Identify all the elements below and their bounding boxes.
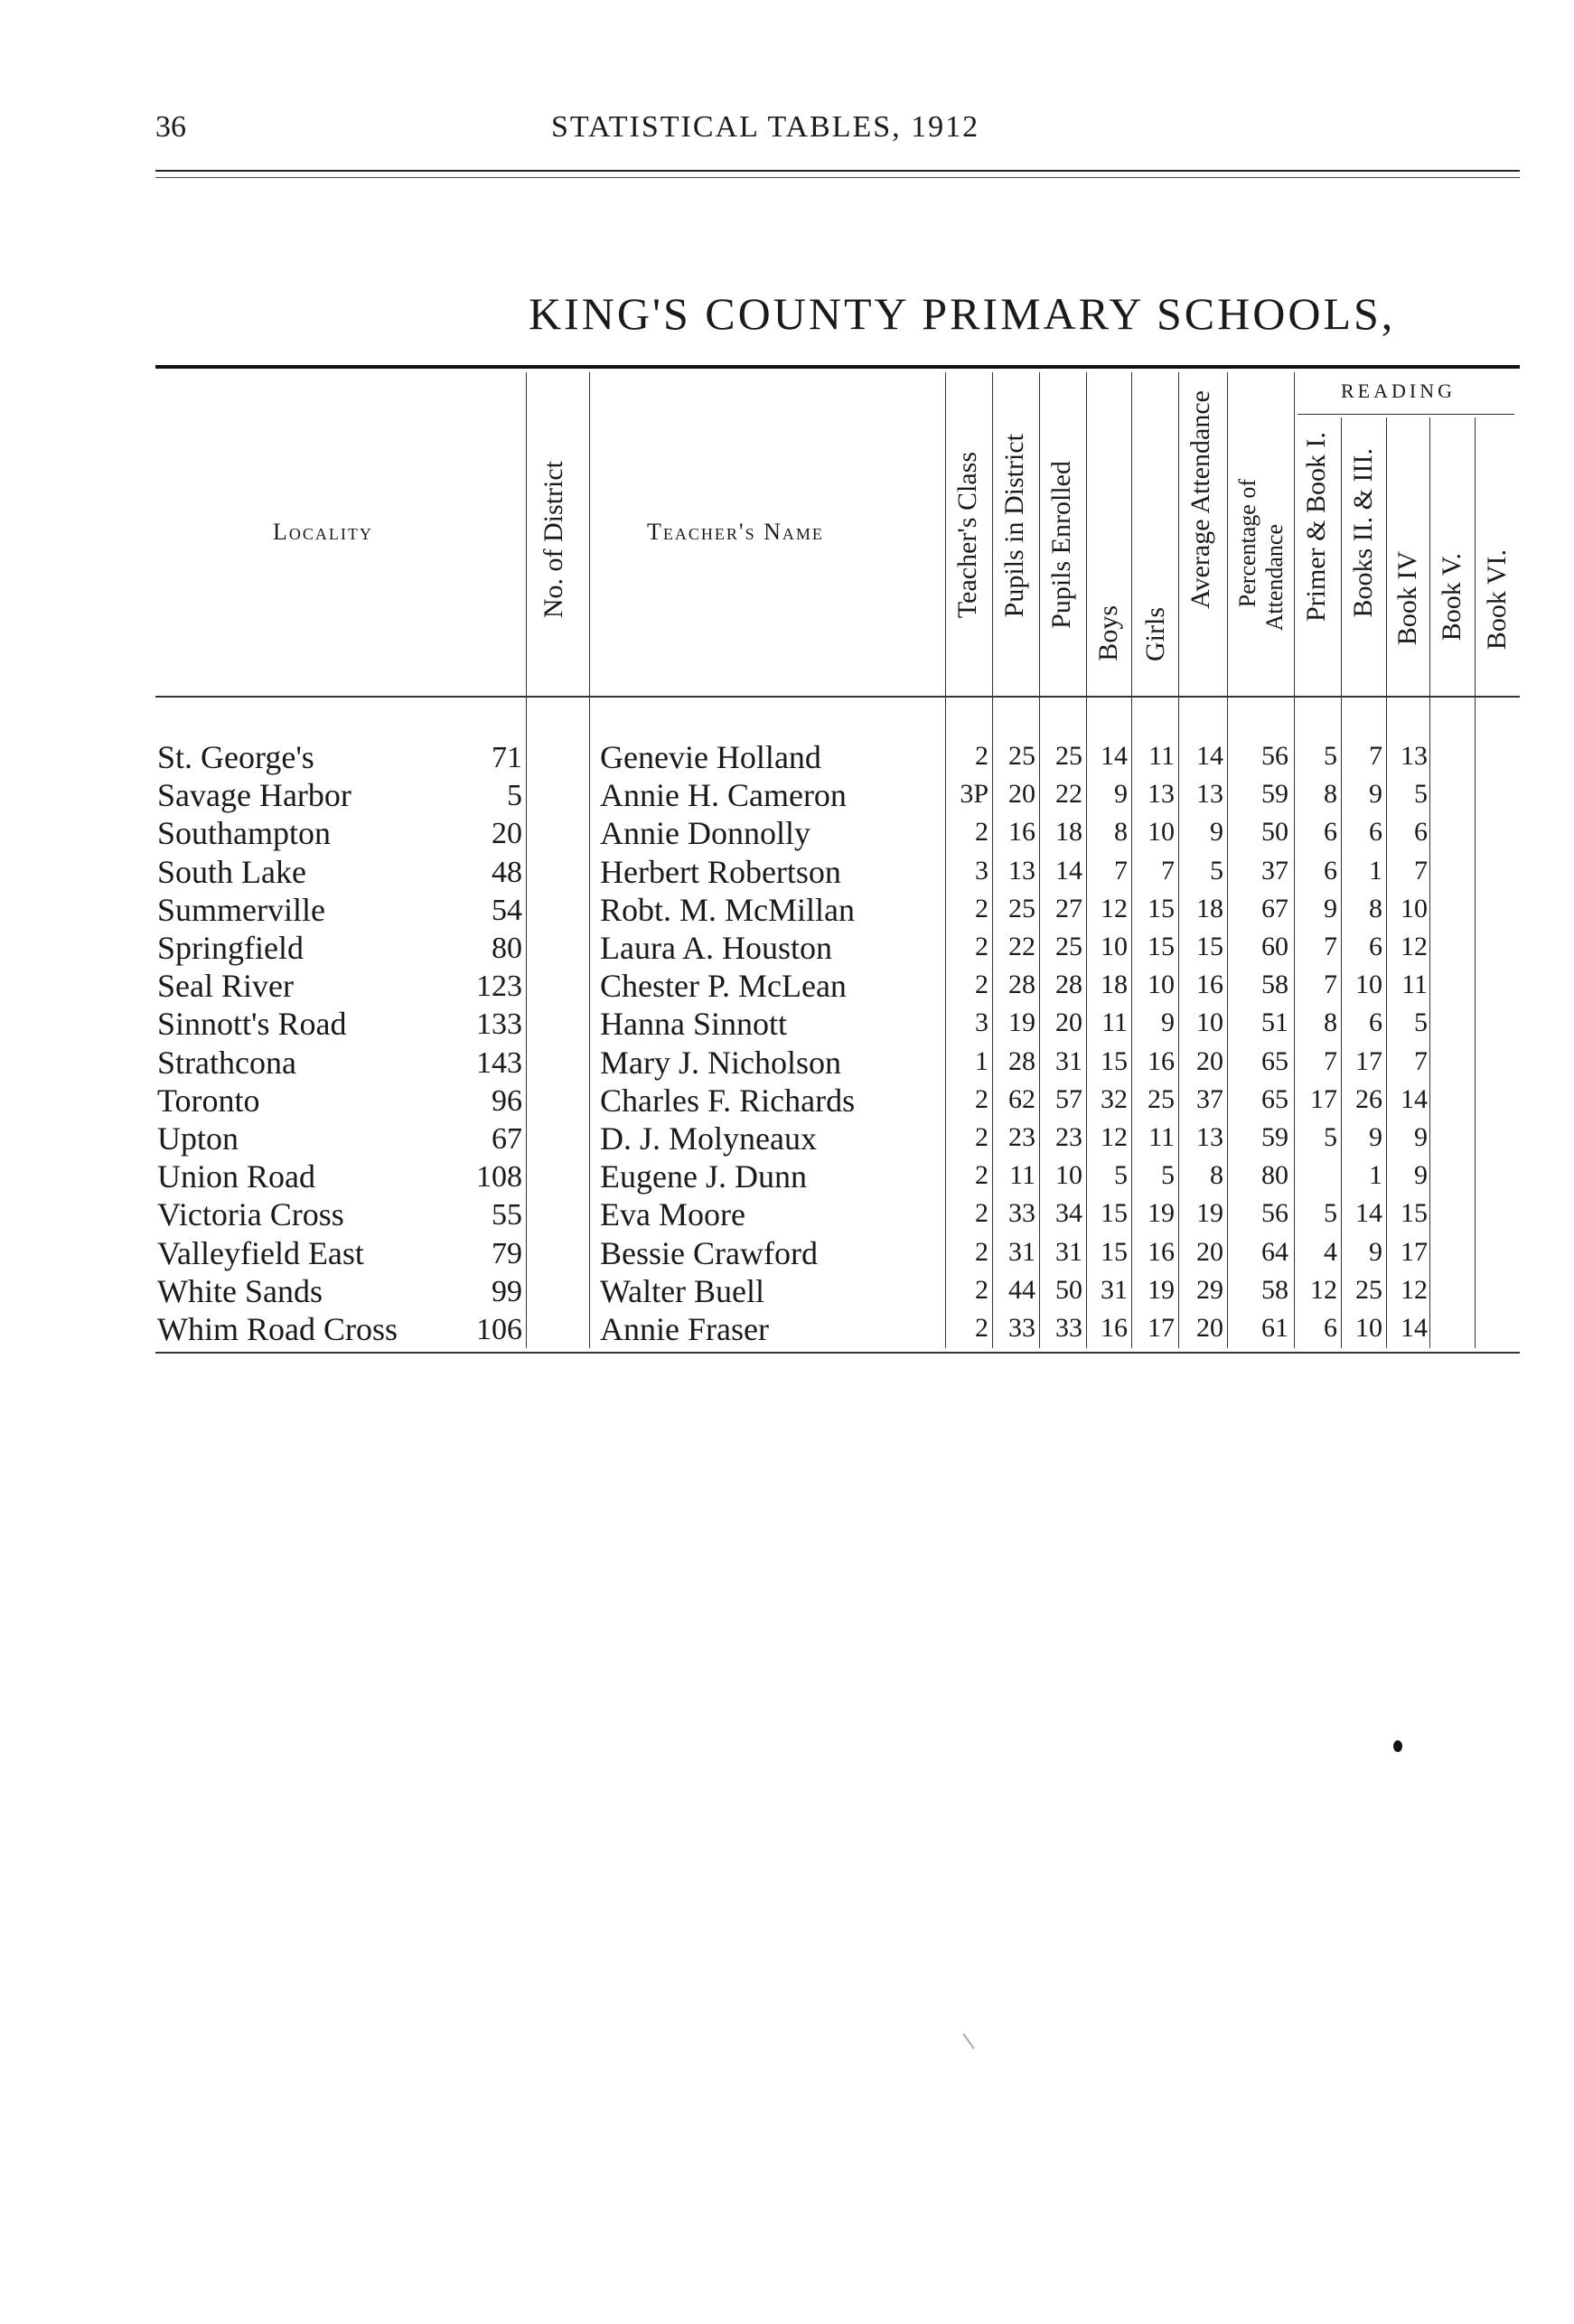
average-attendance-cell: 16 [1196,970,1223,1000]
teacher-class-cell: 2 [975,893,988,923]
book-4-cell: 7 [1414,1045,1428,1076]
pupils-enrolled-cell: 28 [1055,970,1082,1000]
girls-cell: 15 [1148,932,1175,961]
pupils-in-district-cell: 33 [1008,1198,1035,1229]
teacher-class-cell: 2 [975,1313,988,1343]
district-number-cell: 96 [492,1083,522,1118]
primer-book-1-cell: 9 [1324,893,1337,923]
district-number-cell: 5 [507,779,522,813]
primer-book-1-cell: 12 [1310,1274,1337,1305]
col-divider [1294,372,1295,1348]
primer-book-1-cell: 7 [1324,932,1337,961]
pupils-in-district-cell: 20 [1008,779,1035,810]
books-2-3-cell: 7 [1369,741,1382,771]
header-teachers-class: Teacher's Class [952,452,982,619]
pupils-enrolled-cell: 25 [1055,741,1082,771]
pupils-enrolled-cell: 23 [1055,1122,1082,1152]
teacher-class-cell: 2 [975,741,988,771]
primer-book-1-cell: 8 [1324,1007,1337,1038]
pupils-enrolled-cell: 31 [1055,1045,1082,1076]
pupils-in-district-cell: 11 [1009,1160,1035,1191]
average-attendance-cell: 19 [1196,1198,1223,1229]
district-number-cell: 123 [476,970,522,1004]
average-attendance-cell: 13 [1196,779,1223,810]
teacher-name-cell: Annie Donnolly [600,815,810,852]
girls-cell: 11 [1148,741,1175,771]
pupils-enrolled-cell: 22 [1055,779,1082,810]
average-attendance-cell: 20 [1196,1236,1223,1267]
locality-cell: Southampton [157,815,332,852]
teacher-name-cell: Charles F. Richards [600,1082,856,1119]
district-number-cell: 71 [492,741,522,774]
primer-book-1-cell: 17 [1310,1083,1337,1114]
average-attendance-cell: 15 [1196,932,1223,961]
locality-cell: Savage Harbor [157,777,351,814]
percentage-attendance-cell: 58 [1261,970,1288,1000]
teacher-class-cell: 3P [960,779,988,810]
locality-cell: South Lake [157,853,306,890]
header-rule [155,170,1520,172]
pupils-enrolled-cell: 14 [1055,855,1082,886]
paper-mark [962,2033,974,2049]
percentage-attendance-cell: 67 [1261,893,1288,923]
girls-cell: 13 [1148,779,1175,810]
book-4-cell: 14 [1401,1083,1428,1114]
girls-cell: 10 [1148,817,1175,848]
percentage-attendance-cell: 58 [1261,1274,1288,1305]
teacher-name-cell: Hanna Sinnott [600,1006,787,1043]
locality-cell: White Sands [157,1272,323,1309]
percentage-attendance-cell: 64 [1261,1236,1288,1267]
pupils-enrolled-cell: 25 [1055,932,1082,961]
books-2-3-cell: 6 [1369,817,1382,848]
pupils-enrolled-cell: 20 [1055,1007,1082,1038]
reading-group-rule [1298,414,1514,415]
books-2-3-cell: 9 [1369,1236,1382,1267]
ink-blot [1393,1740,1402,1752]
pupils-in-district-cell: 16 [1008,817,1035,848]
percentage-attendance-cell: 80 [1261,1160,1288,1191]
book-4-cell: 15 [1401,1198,1428,1229]
pupils-enrolled-cell: 33 [1055,1313,1082,1343]
teacher-name-cell: D. J. Molyneaux [600,1120,817,1157]
percentage-attendance-cell: 59 [1261,1122,1288,1152]
books-2-3-cell: 9 [1369,1122,1382,1152]
primer-book-1-cell: 7 [1324,970,1337,1000]
girls-cell: 17 [1148,1313,1175,1343]
books-2-3-cell: 25 [1355,1274,1382,1305]
district-number-cell: 54 [492,893,522,927]
boys-cell: 11 [1101,1007,1128,1038]
book-4-cell: 9 [1414,1122,1428,1152]
girls-cell: 19 [1148,1198,1175,1229]
header-rule-thin [155,177,1520,178]
book-4-cell: 11 [1401,970,1428,1000]
percentage-attendance-cell: 37 [1261,855,1288,886]
book-4-cell: 9 [1414,1160,1428,1191]
girls-cell: 16 [1148,1236,1175,1267]
pupils-in-district-cell: 25 [1008,893,1035,923]
percentage-attendance-cell: 65 [1261,1045,1288,1076]
district-number-cell: 133 [476,1007,522,1042]
girls-cell: 11 [1148,1122,1175,1152]
pupils-in-district-cell: 62 [1008,1083,1035,1114]
primer-book-1-cell: 6 [1324,855,1337,886]
col-divider [589,372,590,1348]
percentage-attendance-cell: 59 [1261,779,1288,810]
average-attendance-cell: 8 [1210,1160,1223,1191]
header-book-5: Book V. [1437,553,1466,642]
table-bottom-rule [155,1352,1520,1354]
pupils-in-district-cell: 22 [1008,932,1035,961]
teacher-name-cell: Herbert Robertson [600,853,841,890]
col-divider [1227,372,1228,1348]
pupils-enrolled-cell: 57 [1055,1083,1082,1114]
col-divider [1429,417,1430,1348]
header-percentage-line1: Percentage of [1234,479,1260,608]
pupils-enrolled-cell: 34 [1055,1198,1082,1229]
average-attendance-cell: 18 [1196,893,1223,923]
page-number: 36 [155,110,186,144]
teacher-class-cell: 3 [975,855,988,886]
pupils-in-district-cell: 31 [1008,1236,1035,1267]
teacher-name-cell: Genevie Holland [600,739,821,775]
primer-book-1-cell: 5 [1324,1198,1337,1229]
average-attendance-cell: 37 [1196,1083,1223,1114]
percentage-attendance-cell: 56 [1261,1198,1288,1229]
primer-book-1-cell: 6 [1324,1313,1337,1343]
district-number-cell: 48 [492,855,522,889]
percentage-attendance-cell: 51 [1261,1007,1288,1038]
percentage-attendance-cell: 60 [1261,932,1288,961]
table-top-rule [155,365,1520,369]
books-2-3-cell: 8 [1369,893,1382,923]
pupils-enrolled-cell: 27 [1055,893,1082,923]
primer-book-1-cell: 8 [1324,779,1337,810]
teacher-name-cell: Eugene J. Dunn [600,1158,807,1195]
average-attendance-cell: 29 [1196,1274,1223,1305]
header-books-2-3: Books II. & III. [1348,448,1378,618]
books-2-3-cell: 1 [1369,1160,1382,1191]
girls-cell: 19 [1148,1274,1175,1305]
teacher-class-cell: 3 [975,1007,988,1038]
primer-book-1-cell: 5 [1324,741,1337,771]
pupils-in-district-cell: 44 [1008,1274,1035,1305]
header-bottom-rule [155,696,1520,698]
boys-cell: 12 [1101,1122,1128,1152]
girls-cell: 25 [1148,1083,1175,1114]
boys-cell: 10 [1101,932,1128,961]
locality-cell: Toronto [157,1082,260,1119]
primer-book-1-cell: 7 [1324,1045,1337,1076]
header-pupils-district: Pupils in District [999,434,1029,618]
girls-cell: 9 [1161,1007,1175,1038]
teacher-class-cell: 2 [975,1236,988,1267]
col-divider [1386,417,1387,1348]
teacher-name-cell: Bessie Crawford [600,1234,818,1271]
locality-cell: Seal River [157,968,294,1005]
teacher-name-cell: Annie H. Cameron [600,777,847,814]
boys-cell: 5 [1114,1160,1128,1191]
pupils-in-district-cell: 19 [1008,1007,1035,1038]
locality-cell: Upton [157,1120,239,1157]
books-2-3-cell: 9 [1369,779,1382,810]
books-2-3-cell: 10 [1355,1313,1382,1343]
header-girls: Girls [1140,607,1170,661]
pupils-in-district-cell: 23 [1008,1122,1035,1152]
boys-cell: 18 [1101,970,1128,1000]
col-divider [1131,372,1132,1348]
girls-cell: 10 [1148,970,1175,1000]
locality-cell: Valleyfield East [157,1234,364,1271]
percentage-attendance-cell: 65 [1261,1083,1288,1114]
col-divider [1039,372,1040,1348]
average-attendance-cell: 13 [1196,1122,1223,1152]
girls-cell: 5 [1161,1160,1175,1191]
book-4-cell: 10 [1401,893,1428,923]
district-number-cell: 67 [492,1122,522,1156]
average-attendance-cell: 5 [1210,855,1223,886]
district-number-cell: 79 [492,1236,522,1270]
col-divider [1341,417,1342,1348]
teacher-class-cell: 2 [975,970,988,1000]
running-head: STATISTICAL TABLES, 1912 [551,110,980,144]
percentage-attendance-cell: 56 [1261,741,1288,771]
pupils-in-district-cell: 33 [1008,1313,1035,1343]
header-boys: Boys [1093,605,1123,661]
teacher-name-cell: Eva Moore [600,1196,745,1233]
teacher-name-cell: Laura A. Houston [600,930,832,966]
teacher-name-cell: Robt. M. McMillan [600,891,856,928]
teacher-class-cell: 1 [975,1045,988,1076]
girls-cell: 15 [1148,893,1175,923]
boys-cell: 8 [1114,817,1128,848]
boys-cell: 15 [1101,1236,1128,1267]
header-percentage-line2: Attendance [1261,524,1288,632]
teacher-name-cell: Chester P. McLean [600,968,847,1005]
boys-cell: 31 [1101,1274,1128,1305]
book-4-cell: 12 [1401,1274,1428,1305]
boys-cell: 14 [1101,741,1128,771]
book-4-cell: 17 [1401,1236,1428,1267]
books-2-3-cell: 6 [1369,1007,1382,1038]
book-4-cell: 7 [1414,855,1428,886]
books-2-3-cell: 17 [1355,1045,1382,1076]
books-2-3-cell: 6 [1369,932,1382,961]
teacher-class-cell: 2 [975,1198,988,1229]
locality-cell: Springfield [157,930,304,966]
average-attendance-cell: 14 [1196,741,1223,771]
locality-cell: Union Road [157,1158,315,1195]
header-book-6: Book VI. [1482,549,1512,651]
boys-cell: 16 [1101,1313,1128,1343]
percentage-attendance-cell: 50 [1261,817,1288,848]
average-attendance-cell: 20 [1196,1045,1223,1076]
primer-book-1-cell: 6 [1324,817,1337,848]
pupils-in-district-cell: 25 [1008,741,1035,771]
locality-cell: St. George's [157,739,314,775]
reading-group-header: READING [1341,380,1456,402]
primer-book-1-cell: 5 [1324,1122,1337,1152]
boys-cell: 7 [1114,855,1128,886]
teacher-class-cell: 2 [975,1122,988,1152]
table-title: KING'S COUNTY PRIMARY SCHOOLS, [529,288,1396,339]
locality-cell: Victoria Cross [157,1196,344,1233]
header-teacher-name: Teacher's Name [647,519,824,545]
books-2-3-cell: 26 [1355,1083,1382,1114]
col-divider [1178,372,1179,1348]
books-2-3-cell: 1 [1369,855,1382,886]
primer-book-1-cell: 4 [1324,1236,1337,1267]
teacher-class-cell: 2 [975,1274,988,1305]
col-divider [1086,372,1087,1348]
col-divider [992,372,993,1348]
district-number-cell: 106 [476,1313,522,1346]
locality-cell: Whim Road Cross [157,1311,398,1347]
header-pupils-enrolled: Pupils Enrolled [1046,461,1076,629]
col-divider [945,372,946,1348]
books-2-3-cell: 10 [1355,970,1382,1000]
district-number-cell: 80 [492,932,522,965]
teacher-class-cell: 2 [975,1083,988,1114]
percentage-attendance-cell: 61 [1261,1313,1288,1343]
book-4-cell: 6 [1414,817,1428,848]
pupils-enrolled-cell: 50 [1055,1274,1082,1305]
boys-cell: 32 [1101,1083,1128,1114]
header-average-attendance: Average Attendance [1185,390,1215,609]
teacher-name-cell: Annie Fraser [600,1311,769,1347]
average-attendance-cell: 10 [1196,1007,1223,1038]
book-4-cell: 12 [1401,932,1428,961]
col-divider [1475,417,1476,1348]
girls-cell: 7 [1161,855,1175,886]
teacher-name-cell: Walter Buell [600,1272,765,1309]
header-book-4: Book IV [1392,551,1422,646]
header-locality: Locality [273,519,373,545]
teacher-class-cell: 2 [975,817,988,848]
pupils-enrolled-cell: 10 [1055,1160,1082,1191]
locality-cell: Summerville [157,891,325,928]
average-attendance-cell: 20 [1196,1313,1223,1343]
book-4-cell: 5 [1414,1007,1428,1038]
district-number-cell: 20 [492,817,522,851]
pupils-enrolled-cell: 31 [1055,1236,1082,1267]
girls-cell: 16 [1148,1045,1175,1076]
boys-cell: 15 [1101,1198,1128,1229]
pupils-enrolled-cell: 18 [1055,817,1082,848]
teacher-class-cell: 2 [975,1160,988,1191]
book-4-cell: 14 [1401,1313,1428,1343]
locality-cell: Sinnott's Road [157,1006,347,1043]
teacher-name-cell: Mary J. Nicholson [600,1044,841,1081]
header-no-district: No. of District [539,461,568,619]
book-4-cell: 13 [1401,741,1428,771]
pupils-in-district-cell: 28 [1008,970,1035,1000]
teacher-class-cell: 2 [975,932,988,961]
books-2-3-cell: 14 [1355,1198,1382,1229]
boys-cell: 12 [1101,893,1128,923]
header-primer-book-1: Primer & Book I. [1301,432,1331,622]
col-divider [526,372,527,1348]
district-number-cell: 55 [492,1198,522,1232]
boys-cell: 15 [1101,1045,1128,1076]
district-number-cell: 108 [476,1160,522,1195]
locality-cell: Strathcona [157,1044,296,1081]
district-number-cell: 99 [492,1274,522,1308]
pupils-in-district-cell: 13 [1008,855,1035,886]
pupils-in-district-cell: 28 [1008,1045,1035,1076]
boys-cell: 9 [1114,779,1128,810]
book-4-cell: 5 [1414,779,1428,810]
average-attendance-cell: 9 [1210,817,1223,848]
district-number-cell: 143 [476,1045,522,1080]
